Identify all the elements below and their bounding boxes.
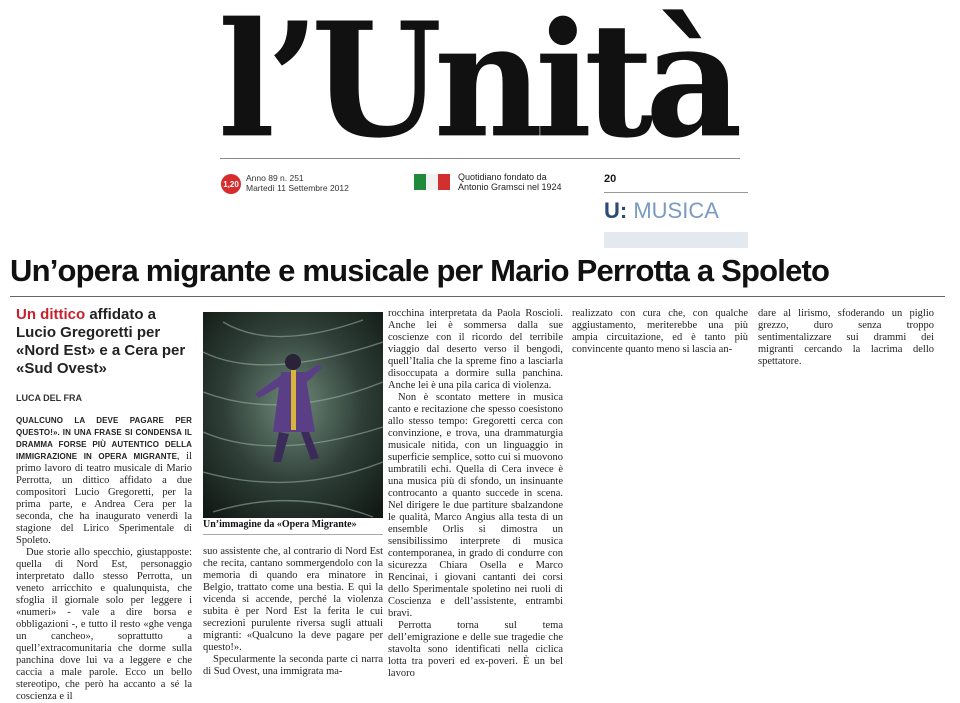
caption-rule <box>203 534 383 535</box>
newspaper-masthead: l’Unità <box>218 0 735 174</box>
lead-caps: QUALCUNO LA DEVE PAGARE PER QUESTO!». IN UNA FRASE SI CONDENSA IL DRAMMA FORSE PIÙ AUTENTICO DELLA IMMIGRAZIONE IN OPERA MIGRANTE, <box>16 416 192 461</box>
subhead-text: affidato a Lucio Gregoretti per «Nord Est» e a Cera per «Sud Ovest» <box>16 306 186 377</box>
paragraph: rocchina interpretata da Paola Roscioli. Anche lei è sommersa dalla sue coscienze con il ricordo del terribile viaggio dal deserto verso il bengodi, quell’Italia che la spreme fino a lasciarla disoccupata a dormire sulla panchina. Anche lei è una pila carica di violenza. <box>388 308 563 391</box>
paragraph: Perrotta torna sul tema dell’emigrazione e delle sue tragedie che stavolta sono identificati nella ciclica lotta tra poveri ed ex-poveri. È un bel lavoro <box>388 620 563 679</box>
article-photo <box>203 312 383 518</box>
paragraph: Non è scontato mettere in musica canto e recitazione che spesso coesistono allo stesso tempo: Gregoretti cerca con convinzione, e trova, una drammaturgia musicale nitida, con un linguaggio in superficie semplice, sotto cui si muovono umbratili echi. Quella di Cera invece è una musica più di sfondo, un insinuante controcanto a quanto succede in scena. Nel dirigere le due partiture sbalzandone le qualità, Marco Angius alla testa di un ensemble Orlis si dimostra un sensibilissimo interprete di musica contemporanea, in grado di condurre con sicurezza Chiara Osella e Marco Rencinai, i giovani cantanti dei corsi dello Sperimentale spoletino nei ruoli di Coscienza e dell’assistente, entrambi bravi. <box>388 392 563 619</box>
lead-text: il primo lavoro di teatro musicale di Mario Perrotta, un dittico affidato a due compositori Lucio Gregoretti, per la prima parte, e Andrea Cera per la seconda, che ha inaugurato venerdì la stagione del Lirico Sperimentale di Spoleto. <box>16 451 192 546</box>
founded-line-1: Quotidiano fondato da <box>458 172 547 182</box>
photo-caption: Un’immagine da «Opera Migrante» <box>203 519 357 530</box>
paragraph: Due storie allo specchio, giustapposte: quella di Nord Est, personaggio interpretato dallo stesso Perrotta, un veneto arricchito e qualunquista, che sfoglia il giornale solo per leggere i «numeri» - vale a dire borsa e obbligazioni -, e tutto il resto «ghe venga un cancheo», soprattutto a quell’extracomunitaria che dorme sulla panchina dove lui va a leggere e che caccia a male parole. Ecco un bello stereotipo, che però ha accanto a sé la coscienza e il <box>16 547 192 702</box>
section-name: MUSICA <box>633 198 719 223</box>
paragraph: suo assistente che, al contrario di Nord Est che recita, cantano sommergendolo con la memoria di quando era minatore in Belgio, trattato come una bestia. E qui la vicenda si accende, perché la violenza subita è per Nord Est la ferita le cui secrezioni purulente riversa sugli attuali migranti: «Qualcuno la deve pagare per questo!». <box>203 546 383 653</box>
section-label <box>604 198 719 224</box>
article-column-2 <box>203 546 383 678</box>
masthead-rule <box>220 158 740 159</box>
byline: LUCA DEL FRA <box>16 393 82 403</box>
article-column-5 <box>758 308 934 368</box>
paragraph: realizzato con cura che, con qualche aggiustamento, meriterebbe una più ampia circuitazione, ed è tanto più convincente quanto meno si lascia an- <box>572 308 748 355</box>
lead-paragraph <box>16 415 192 547</box>
paragraph: dare al lirismo, sfoderando un piglio grezzo, duro senza troppo sentimentalizzare sui drammi dei migranti cercando la lacrima dello spettatore. <box>758 308 934 367</box>
paragraph: Specularmente la seconda parte ci narra di Sud Ovest, una immigrata ma- <box>203 654 383 677</box>
article-subhead <box>16 306 196 378</box>
founded-note <box>458 172 562 192</box>
issue-number: Anno 89 n. 251 <box>246 173 304 183</box>
subhead-highlight: Un dittico <box>16 306 86 323</box>
price-badge: 1,20 <box>221 174 241 194</box>
page-number: 20 <box>604 173 617 185</box>
issue-date: Martedì 11 Settembre 2012 <box>246 183 349 193</box>
article-column-3 <box>388 308 563 680</box>
section-mark: U: <box>604 198 628 223</box>
headline-rule <box>10 296 945 297</box>
section-rule <box>604 192 748 193</box>
issue-info <box>246 173 349 193</box>
article-headline: Un’opera migrante e musicale per Mario Perrotta a Spoleto <box>10 253 830 288</box>
article-column-4 <box>572 308 748 356</box>
founded-line-2: Antonio Gramsci nel 1924 <box>458 182 562 192</box>
article-column-1 <box>16 415 192 703</box>
italian-flag-icon <box>414 174 450 190</box>
section-bar <box>604 232 748 248</box>
